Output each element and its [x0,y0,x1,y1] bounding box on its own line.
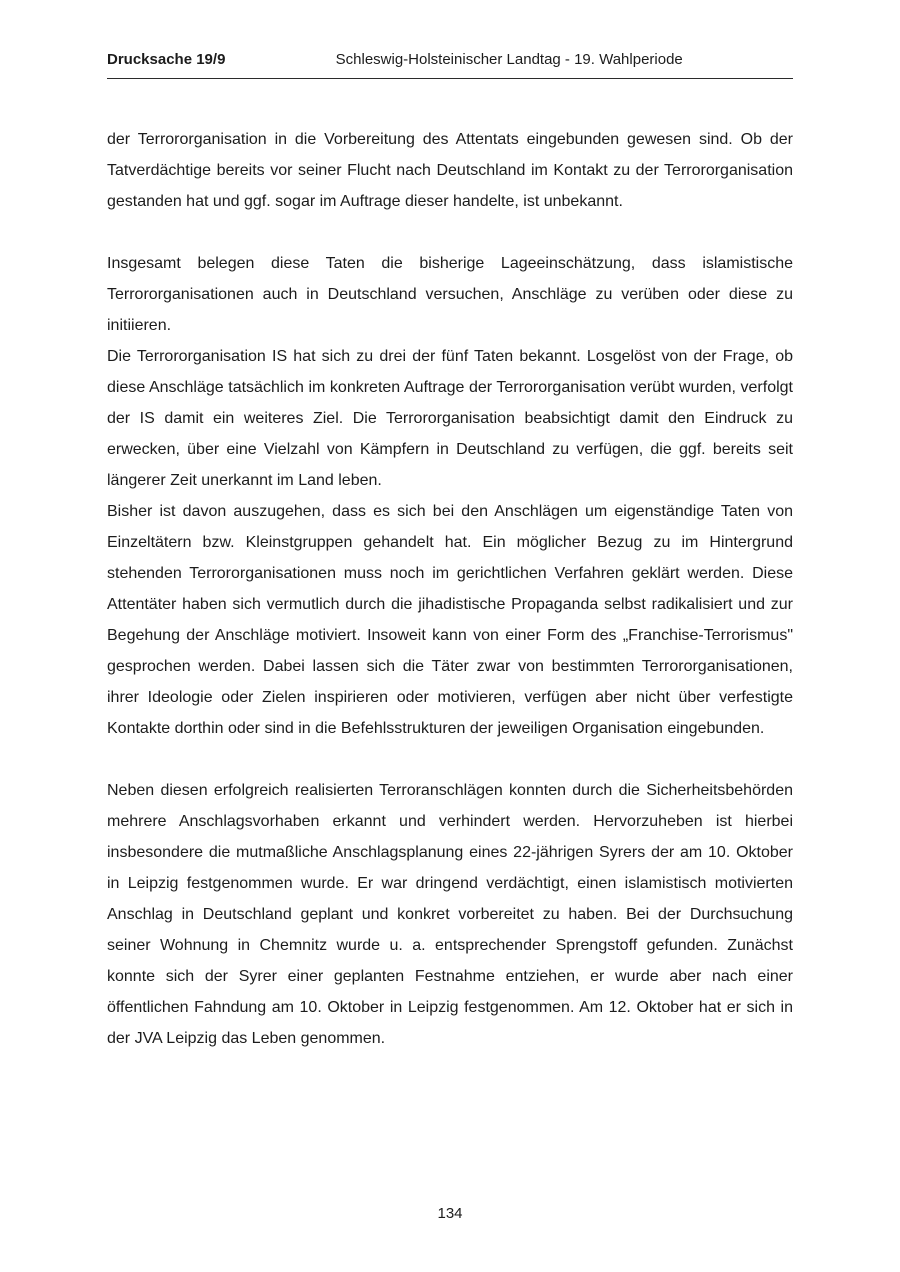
page-header [107,50,793,79]
page-number: 134 [437,1205,463,1222]
page-footer [0,1205,900,1222]
paragraph-5: Neben diesen erfolgreich realisierten Terroranschlägen konnten durch die Sicherheitsbehörden mehrere Anschlagsvorhaben erkannt und verhindert werden. Hervorzuheben ist hierbei insbesondere die mutmaßliche Anschlagsplanung eines 22-jährigen Syrers der am 10. Oktober in Leipzig festgenommen wurde. Er war dringend verdächtigt, einen islamistisch motivierten Anschlag in Deutschland geplant und konkret vorbereitet zu haben. Bei der Durchsuchung seiner Wohnung in Chemnitz wurde u. a. entsprechender Sprengstoff gefunden. Zunächst konnte sich der Syrer einer geplanten Festnahme entziehen, er wurde aber nach einer öffentlichen Fahndung am 10. Oktober in Leipzig festgenommen. Am 12. Oktober hat er sich in der JVA Leipzig das Leben genommen. [107,782,793,1047]
paragraph-1: der Terrororganisation in die Vorbereitung des Attentats eingebunden gewesen sind. Ob der Tatverdächtige bereits vor seiner Flucht nach Deutschland im Kontakt zu der Terrororganisation gestanden hat und ggf. sogar im Auftrage dieser handelte, ist unbekannt. [107,131,793,210]
paragraph-3: Die Terrororganisation IS hat sich zu drei der fünf Taten bekannt. Losgelöst von der Frage, ob diese Anschläge tatsächlich im konkreten Auftrage der Terrororganisation verübt wurden, verfolgt der IS damit ein weiteres Ziel. Die Terrororganisation beabsichtigt damit den Eindruck zu erwecken, über eine Vielzahl von Kämpfern in Deutschland zu verfügen, die ggf. bereits seit längerer Zeit unerkannt im Land leben. [107,348,793,489]
document-body [107,124,793,1054]
paragraph-4: Bisher ist davon auszugehen, dass es sich bei den Anschlägen um eigenständige Taten von Einzeltätern bzw. Kleinstgruppen gehandelt hat. Ein möglicher Bezug zu im Hintergrund stehenden Terrororganisationen muss noch im gerichtlichen Verfahren geklärt werden. Diese Attentäter haben sich vermutlich durch die jihadistische Propaganda selbst radikalisiert und zur Begehung der Anschläge motiviert. Insoweit kann von einer Form des „Franchise-Terrorismus" gesprochen werden. Dabei lassen sich die Täter zwar von bestimmten Terrororganisationen, ihrer Ideologie oder Zielen inspirieren oder motivieren, verfügen aber nicht über verfestigte Kontakte dorthin oder sind in die Befehlsstrukturen der jeweiligen Organisation eingebunden. [107,503,793,737]
document-title: Schleswig-Holsteinischer Landtag - 19. Wahlperiode [335,51,683,68]
paragraph-2: Insgesamt belegen diese Taten die bisherige Lageeinschätzung, dass islamistische Terrororganisationen auch in Deutschland versuchen, Anschläge zu verüben oder diese zu initiieren. [107,255,793,334]
document-id: Drucksache 19/9 [107,51,226,68]
